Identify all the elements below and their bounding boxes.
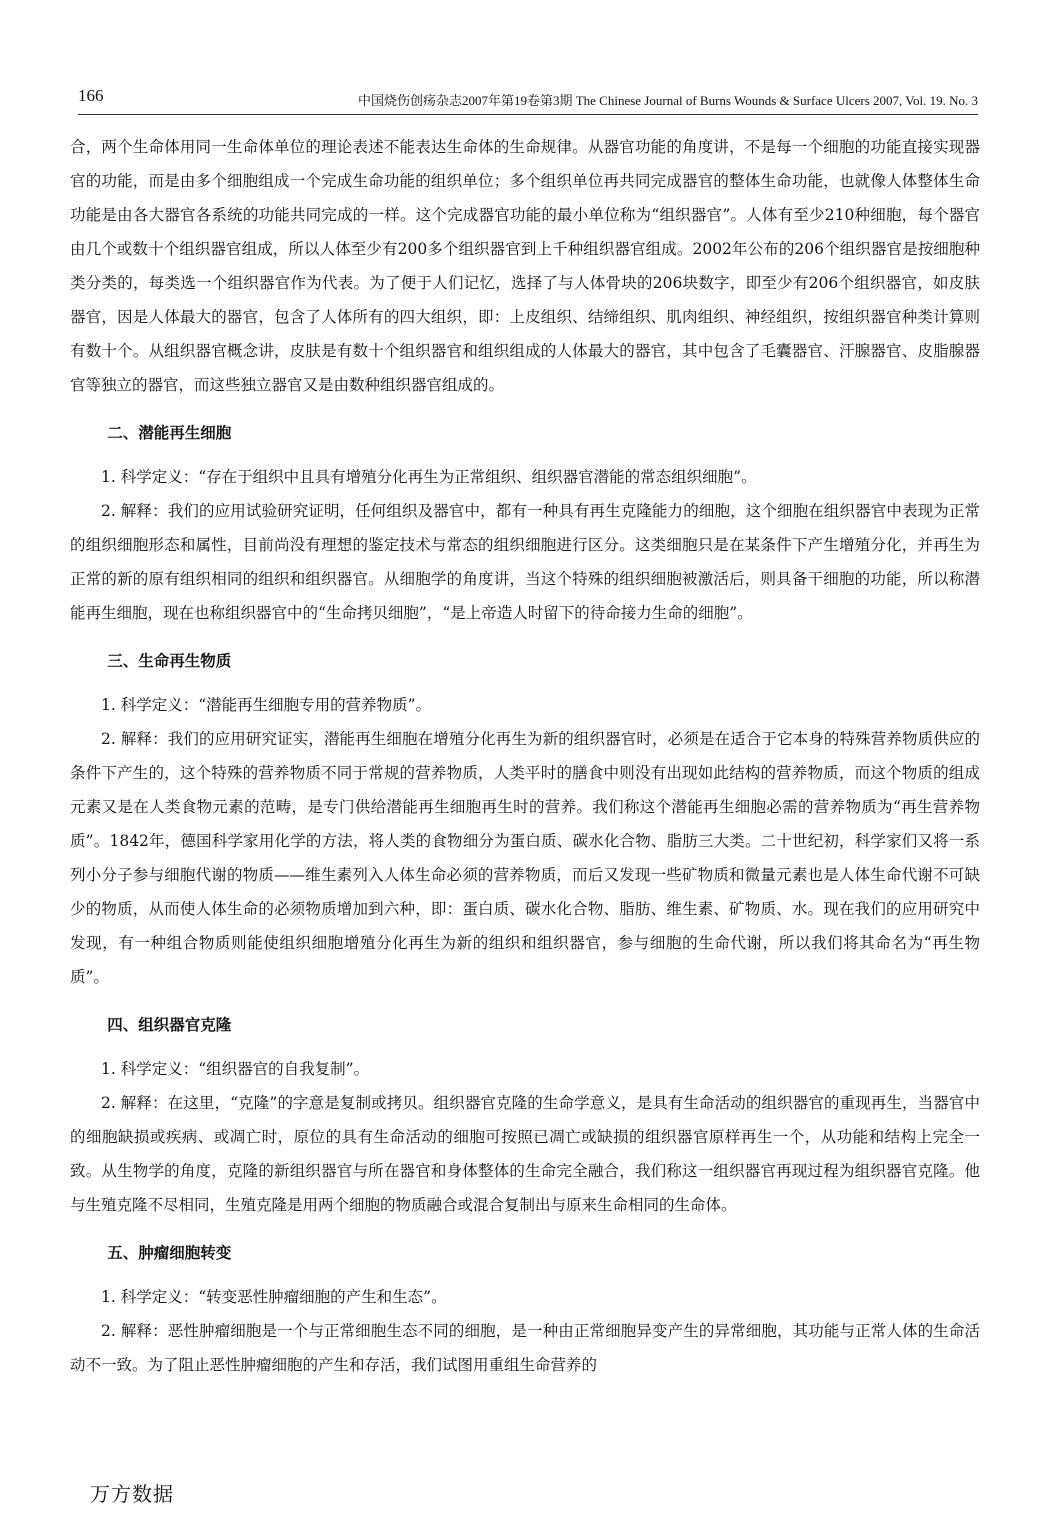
article-body: [70, 130, 980, 1382]
section-definition: 1. 科学定义：“转变恶性肿瘤细胞的产生和生态”。: [101, 1288, 447, 1306]
page-header: [78, 86, 978, 112]
header-rule: [78, 114, 978, 115]
section-title: 二、潜能再生细胞: [107, 424, 232, 442]
intro-paragraph: 合，两个生命体用同一生命体单位的理论表述不能表达生命体的生命规律。从器官功能的角度讲，不是每一个细胞的功能直接实现器官的功能，而是由多个细胞组成一个完成生命功能的组织单位；多个组织单位再共同完成器官的整体生命功能，也就像人体整体生命功能是由各大器官各系统的功能共同完成的一样。这个完成器官功能的最小单位称为“组织器官”。人体有至少210种细胞，每个器官由几个或数十个组织器官组成，所以人体至少有200多个组织器官到上千种组织器官组成。2002年公布的206个组织器官是按细胞种类分类的，每类选一个组织器官作为代表。为了便于人们记忆，选择了与人体骨块的206块数字，即至少有206个组织器官，如皮肤器官，因是人体最大的器官，包含了人体所有的四大组织，即：上皮组织、结缔组织、肌肉组织、神经组织，按组织器官种类计算则有数十个。从组织器官概念讲，皮肤是有数十个组织器官和组织组成的人体最大的器官，其中包含了毛囊器官、汗腺器官、皮脂腺器官等独立的器官，而这些独立器官又是由数种组织器官组成的。: [70, 138, 980, 394]
section-definition: 1. 科学定义：“组织器官的自我复制”。: [101, 1060, 370, 1078]
section-explanation: 2. 解释：在这里，“克隆”的字意是复制或拷贝。组织器官克隆的生命学意义，是具有生命活动的组织器官的重现再生，当器官中的细胞缺损或疾病、或凋亡时，原位的具有生命活动的细胞可按照已凋亡或缺损的组织器官原样再生一个，从功能和结构上完全一致。从生物学的角度，克隆的新组织器官与所在器官和身体整体的生命完全融合，我们称这一组织器官再现过程为组织器官克隆。他与生殖克隆不尽相同，生殖克隆是用两个细胞的物质融合或混合复制出与原来生命相同的生命体。: [70, 1094, 980, 1214]
section-title: 五、肿瘤细胞转变: [107, 1244, 232, 1262]
section-explanation: 2. 解释：我们的应用试验研究证明，任何组织及器官中，都有一种具有再生克隆能力的细胞，这个细胞在组织器官中表现为正常的组织细胞形态和属性，目前尚没有理想的鉴定技术与常态的组织细胞进行区分。这类细胞只是在某条件下产生增殖分化，并再生为正常的新的原有组织相同的组织和组织器官。从细胞学的角度讲，当这个特殊的组织细胞被激活后，则具备干细胞的功能，所以称潜能再生细胞，现在也称组织器官中的“生命拷贝细胞”，“是上帝造人时留下的待命接力生命的细胞”。: [70, 502, 980, 622]
section-explanation: 2. 解释：我们的应用研究证实，潜能再生细胞在增殖分化再生为新的组织器官时，必须是在适合于它本身的特殊营养物质供应的条件下产生的，这个特殊的营养物质不同于常规的营养物质，人类平时的膳食中则没有出现如此结构的营养物质，而这个物质的组成元素又是在人类食物元素的范畴，是专门供给潜能再生细胞再生时的营养。我们称这个潜能再生细胞必需的营养物质为“再生营养物质”。1842年，德国科学家用化学的方法，将人类的食物细分为蛋白质、碳水化合物、脂肪三大类。二十世纪初，科学家们又将一系列小分子参与细胞代谢的物质——维生素列入人体生命必须的营养物质，而后又发现一些矿物质和微量元素也是人体生命代谢不可缺少的物质，从而使人体生命的必须物质增加到六种，即：蛋白质、碳水化合物、脂肪、维生素、矿物质、水。现在我们的应用研究中发现，有一种组合物质则能使组织细胞增殖分化再生为新的组织和组织器官，参与细胞的生命代谢，所以我们将其命名为“再生物质”。: [70, 730, 980, 986]
section-definition: 1. 科学定义：“存在于组织中且具有增殖分化再生为正常组织、组织器官潜能的常态组织细胞”。: [101, 468, 757, 486]
running-head: 中国烧伤创疡杂志2007年第19卷第3期 The Chinese Journal of Burns Wounds & Surface Ulcers 2007, Vol. 19. No. 3: [357, 93, 978, 108]
page-number: 166: [78, 86, 104, 105]
watermark-footer: 万方数据: [90, 1482, 174, 1506]
section-explanation: 2. 解释：恶性肿瘤细胞是一个与正常细胞生态不同的细胞，是一种由正常细胞异变产生的异常细胞，其功能与正常人体的生命活动不一致。为了阻止恶性肿瘤细胞的产生和存活，我们试图用重组生命营养的: [70, 1322, 980, 1374]
section-title: 三、生命再生物质: [107, 652, 232, 670]
section-definition: 1. 科学定义：“潜能再生细胞专用的营养物质”。: [101, 696, 432, 714]
section-title: 四、组织器官克隆: [107, 1016, 232, 1034]
